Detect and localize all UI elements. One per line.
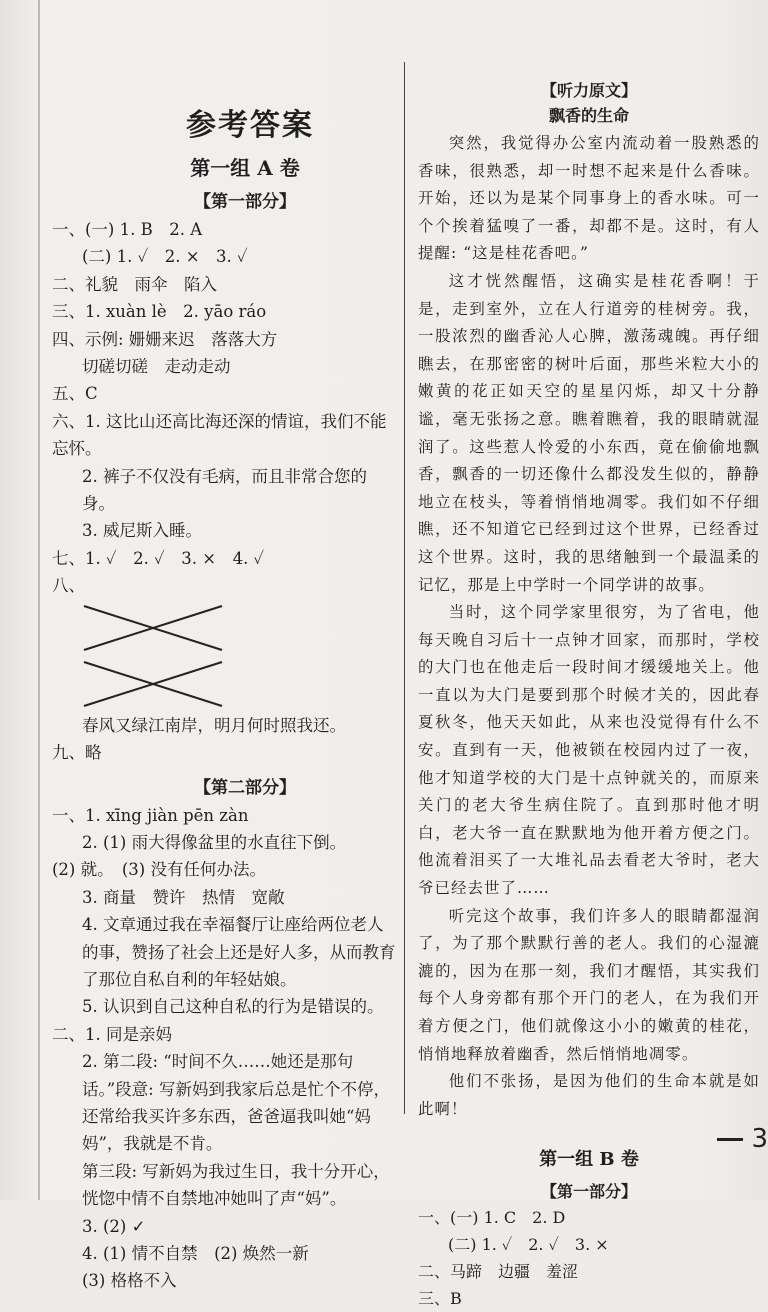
matching-diagram-2 (82, 656, 398, 712)
answer-line: 四、示例: 姗姗来迟 落落大方 (52, 329, 278, 349)
answer-line: 第三段: 写新妈为我过生日，我十分开心，恍惚中情不自禁地冲她叫了声“妈”。 (82, 1161, 390, 1209)
group-b-part1-header: 【第一部分】 (540, 1182, 637, 1202)
passage-paragraph: 当时，这个同学家里很穷，为了省电，他每天晚自习后十一点钟才回家，而那时，学校的大门也在他走后一段时间才缓缓地关上。他一直以为大门是要到那个时候才关的，因此春夏秋冬，他天天如此，从来也没觉得有什么不安。直到有一天，他被锁在校园内过了一夜，他才知道学校的大门是十点钟就关的，而原来关门的老大爷生病住院了。直到那时他才明白，老大爷一直在默默地为他开着方便之门。他流着泪买了一大堆礼品去看老大爷时，老大爷已经去世了…… (418, 603, 760, 898)
answer-line: (二) 1. ✓ 2. × 3. ✓ (82, 247, 248, 267)
cross-lines-icon (82, 656, 232, 712)
answer-line: 4. (1) 情不自禁 (2) 焕然一新 (82, 1244, 309, 1263)
passage-paragraph: 他们不张扬，是因为他们的生命本就是如此啊！ (418, 1072, 760, 1118)
answer-line: 切磋切磋 走动走动 (82, 357, 231, 377)
answer-line: 3. 威尼斯入睡。 (82, 521, 202, 541)
answer-line: 一、1. xīng jiàn pēn zàn (52, 805, 249, 825)
matching-diagram-1 (82, 600, 398, 656)
answer-line: (2) 就。 (3) 没有任何办法。 (52, 860, 266, 880)
group-title: 第一组 A 卷 (190, 156, 300, 180)
answer-line: 二、1. 同是亲妈 (52, 1024, 172, 1044)
answer-line: 4. 文章通过我在幸福餐厅让座给两位老人的事，赞扬了社会上还是好人多，从而教育了那位自私自利的年轻姑娘。 (82, 915, 396, 989)
answer-line: 二、马蹄 边疆 羞涩 (418, 1262, 579, 1282)
passage-title: 飘香的生命 (548, 106, 629, 125)
answer-line: 三、B (418, 1289, 462, 1309)
page-title: 参考答案 (186, 108, 314, 143)
answer-line: 二、礼貌 雨伞 陷入 (52, 274, 217, 294)
cross-lines-icon (82, 600, 232, 656)
answer-line: 春风又绿江南岸，明月何时照我还。 (82, 715, 346, 735)
answer-line: 三、1. xuàn lè 2. yāo ráo (52, 302, 267, 322)
answer-line: 2. 第二段: “时间不久……她还是那句话。”段意: 写新妈到我家后总是忙个不停，还常给我买许多东西，爸爸逼我叫她“妈妈”，我就是不肯。 (82, 1052, 390, 1154)
passage-paragraph: 突然，我觉得办公室内流动着一股熟悉的香味，很熟悉，却一时想不起来是什么香味。开始，还以为是某个同事身上的香水味。可一个个挨着猛嗅了一番，却都不是。这时，有人提醒: “这是桂花香吧。” (418, 134, 760, 263)
answer-line: 五、C (52, 384, 98, 404)
group-b-title: 第一组 B 卷 (539, 1149, 639, 1171)
answer-line: 八、 (52, 576, 85, 596)
answer-line: 3. (2) ✓ (82, 1216, 146, 1236)
passage-paragraph: 这才恍然醒悟，这确实是桂花香啊！于是，走到室外，立在人行道旁的桂树旁。我，一股浓烈的幽香沁人心脾，激荡魂魄。再仔细瞧去，在那密密的树叶后面，那些米粒大小的嫩黄的花正如天空的星星闪烁，却又十分静谧，毫无张扬之意。瞧着瞧着，我的眼睛就湿润了。这些惹人怜爱的小东西，竟在偷偷地飘香，飘香的一切还像什么都没发生似的，静静地立在枝头，等着悄悄地凋零。我们如不仔细瞧，还不知道它已经到过这个世界，已经香过这个世界。这时，我的思绪触到一个最温柔的记忆，那是上中学时一个同学讲的故事。 (418, 271, 760, 594)
answer-line: 九、略 (52, 743, 102, 763)
answer-line: 六、1. 这比山还高比海还深的情谊，我们不能忘怀。 (52, 411, 387, 459)
left-column (52, 92, 398, 1295)
binding-edge (38, 0, 40, 1200)
part1-header: 【第一部分】 (194, 192, 296, 212)
column-divider (404, 62, 405, 1114)
page-number-text: 3 (751, 1124, 768, 1154)
answer-line: 5. 认识到自己这种自私的行为是错误的。 (82, 997, 384, 1017)
answer-line: 2. (1) 雨大得像盆里的水直往下倒。 (82, 832, 347, 852)
part2-header: 【第二部分】 (194, 777, 296, 798)
answer-line: 一、(一) 1. C 2. D (418, 1208, 566, 1228)
listening-header: 【听力原文】 (540, 81, 637, 100)
page-number-dash (717, 1138, 743, 1141)
passage-paragraph: 听完这个故事，我们许多人的眼睛都湿润了，为了那个默默行善的老人。我们的心湿漉漉的，因为在那一刻，我们才醒悟，其实我们每个人身旁都有那个开门的老人，在为我们开着方便之门，他们就像这小小的嫩黄的桂花，悄悄地释放着幽香，然后悄悄地凋零。 (418, 906, 760, 1063)
answer-line: 七、1. ✓ 2. ✓ 3. × 4. ✓ (52, 548, 265, 568)
answer-line: (二) 1. ✓ 2. ✓ 3. × (448, 1235, 609, 1255)
answer-line: 一、(一) 1. B 2. A (52, 220, 203, 239)
answer-line: (3) 格格不入 (82, 1271, 177, 1291)
page-number (717, 1124, 768, 1154)
answer-line: 3. 商量 赞许 热情 宽敞 (82, 887, 285, 907)
answer-line: 2. 裤子不仅没有毛病，而且非常合您的身。 (82, 466, 367, 514)
right-column (418, 76, 760, 1312)
